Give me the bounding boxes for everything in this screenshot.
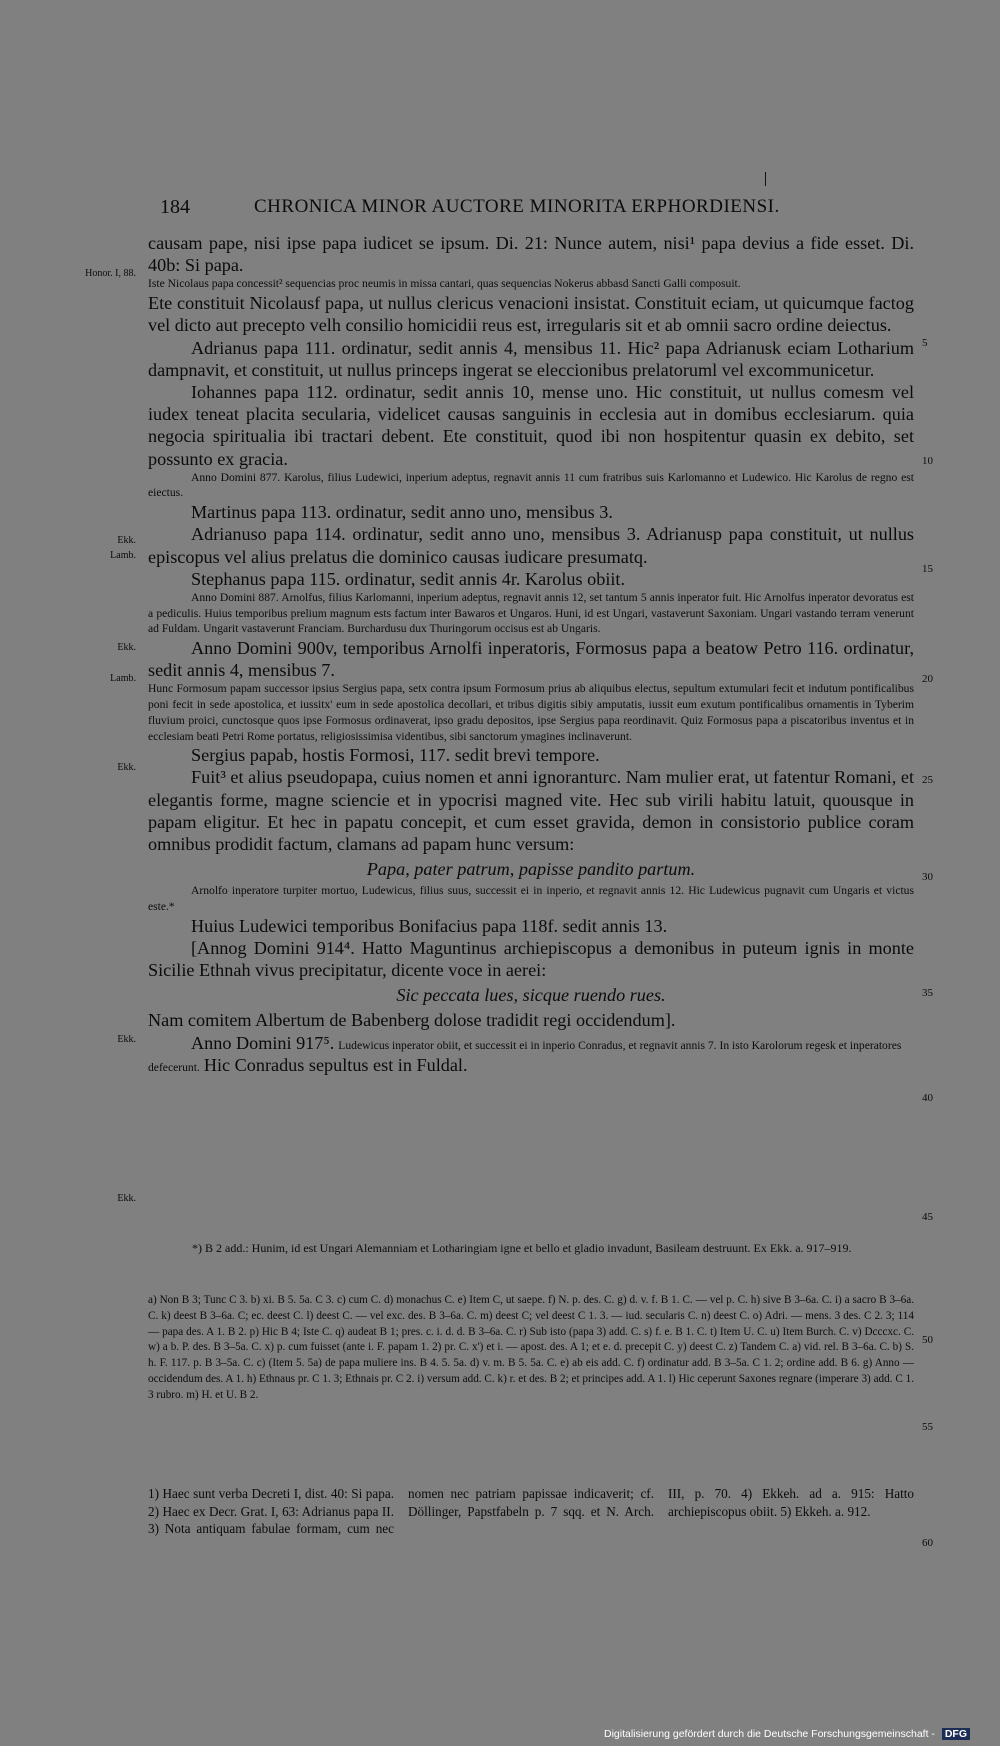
star-footnote: *) B 2 add.: Hunim, id est Ungari Alemanniam et Lotharingiam igne et bello et gladio invadunt, Basileam destruunt. Ex Ekk. a. 917–919. <box>192 1241 852 1255</box>
paragraph-stephanus-115: Stephanus papa 115. ordinatur, sedit annis 4r. Karolus obiit. <box>191 568 626 589</box>
margin-note-ekk: Ekk. <box>117 642 136 653</box>
paragraph-arnolfo: Arnolfo inperatore turpiter mortuo, Ludewicus, filius suus, successit ei in inperio, et regnavit annis 12. Hic Ludewicus pugnavit cum Ungaris et victus este.* <box>148 884 914 913</box>
line-number: 10 <box>922 455 933 467</box>
paragraph-anno-887: Anno Domini 887. Arnolfus, filius Karlomanni, inperium adeptus, regnavit annis 12, set tantum 5 annis inperator fuit. Hic Arnolfus inperator devoratus est a pediculis. Huius temporibus prelium magnum ests factum inter Bawaros et Ungaros. Huni, id est Ungari, vastaverunt Saxoniam. Ungari vastando terram venerunt ad Fuldam. Ungarit vastaverunt Franciam. Burchardusu dux Thuringorum occisus est ab Ungaris. <box>148 590 914 636</box>
paragraph-iohannes-112: Iohannes papa 112. ordinatur, sedit annis 10, mense uno. Hic constituit, ut nullus comesm vel iudex teneat placita secularia, videlicet causas sanguinis in ecclesia aut in domibus ecclesiarum. quia negocia spiritualia ibi tractari debent. Ete constituit, quod ibi non hospitentur quasin ex debito, set possunto ex gracia. <box>148 381 914 469</box>
verse-papisse: Papa, pater patrum, papisse pandito partum. <box>366 859 696 880</box>
margin-note-lamb: Lamb. <box>110 550 136 561</box>
paragraph-decretum: causam pape, nisi ipse papa iudicet se ipsum. Di. 21: Nunce autem, nisi¹ papa devius a fide esset. Di. 40b: Si papa. <box>148 233 914 276</box>
dfg-logo: DFG <box>942 1728 970 1740</box>
verse-sic-peccata: Sic peccata lues, sicque ruendo rues. <box>396 985 666 1006</box>
source-notes: 1) Haec sunt verba Decreti I, dist. 40: Si papa. 2) Haec ex Decr. Grat. I, 63: Adrianus papa II. 3) Nota antiquam fabulae formam, cum nec nomen nec patriam papissae indicaverit; cf. Döllinger, Papstfabeln p. 7 sqq. et N. Arch. III, p. 70. 4) Ekkeh. ad a. 915: Hatto archiepiscopus obiit. 5) Ekkeh. a. 912. <box>148 1486 914 1537</box>
line-number: 15 <box>922 563 933 575</box>
paragraph-anno-900: Anno Domini 900v, temporibus Arnolfi inperatoris, Formosus papa a beatow Petro 116. ordinatur, sedit annis 4, mensibus 7. <box>148 638 914 681</box>
line-number: 25 <box>922 774 933 786</box>
line-number: 30 <box>922 871 933 883</box>
line-number: 60 <box>922 1537 933 1549</box>
margin-note-ekk: Ekk. <box>117 1034 136 1045</box>
paragraph-hatto: [Annog Domini 914⁴. Hatto Maguntinus archiepiscopus a demonibus in puteum ignis in monte Sicilie Ethnah vivus precipitatur, dicente voce in aerei: <box>148 937 914 981</box>
margin-note-ekk: Ekk. <box>117 762 136 773</box>
paragraph-pseudopapa: Fuit³ et alius pseudopapa, cuius nomen et anni ignoranturc. Nam mulier erat, ut fatentur Romani, et elegantis forme, magne sciencie et in ypocrisi magned vite. Hec sub virili habitu latuit, quousque in papam eligitur. Et hec in papatu concepit, et cum esset gravida, demon in consistorio publice coram omnibus prodidit factum, clamans ad papam hunc versum: <box>148 767 914 855</box>
line-number: 40 <box>922 1092 933 1104</box>
margin-note-honor: Honor. I, 88. <box>85 268 136 279</box>
paragraph-bonifacius-118: Huius Ludewici temporibus Bonifacius papa 118f. sedit annis 13. <box>191 915 668 936</box>
margin-note-lamb: Lamb. <box>110 673 136 684</box>
margin-note-ekk: Ekk. <box>117 1193 136 1204</box>
running-header <box>160 196 940 222</box>
paragraph-anno-917: Anno Domini 917⁵. <box>191 1032 335 1053</box>
running-title: CHRONICA MINOR AUCTORE MINORITA ERPHORDIENSI. <box>254 196 780 217</box>
main-text <box>148 232 914 1076</box>
paragraph-martinus-113: Martinus papa 113. ordinatur, sedit anno uno, mensibus 3. <box>191 502 613 523</box>
critical-apparatus: a) Non B 3; Tunc C 3. b) xi. B 5. 5a. C 3. c) cum C. d) monachus C. e) Item C, ut saepe. f) N. p. des. C. g) d. v. f. B 1. C. — vel p. C. h) sive B 3–6a. C. i) a sacro B 3–6a. C. k) deest B 3–6a. C; ec. deest C. l) deest C. — vel exc. des. B 3–6a. C. m) deest C; vel deest C 1. 3. — iud. secularis C. n) deest C. o) Adri. — mens. 3 des. C 2. 3; 114 — papa des. A 1. B 2. p) Hic B 4; Iste C. q) audeat B 1; pres. c. i. d. d. B 3–6a. C. r) Sub isto (papa 3) add. C. s) f. e. B 1. C. t) Item U. C. u) Item Burch. C. v) Dcccxc. C. w) a b. P. des. B 3–5a. C. x) p. cum fuisset (ante i. F. papam 1. 2) pr. C. x') et i. — apost. des. A 1; et e. d. precepit C. y) deest C. z) Tandem C. a) vid. rel. B 3–6a. C. b) S. h. F. 117. p. B 3–5a. C. c) (Item 5. 5a) de papa muliere ins. B 4. 5. 5a. d) v. m. B 5. 5a. C. e) ab eis add. C. f) ordinatur add. B 3–5a. C 1. 2; ordine add. B 6. g) Anno — occidendum des. A 1. h) Ethnaus pr. C 1. 3; Ethnais pr. C 2. i) versum add. C. k) r. et des. B 2; et principes add. A 1. l) Hic ceperunt Saxones regnare (imperare 3) add. C 1. 3 rubro. m) H. et U. B 2. <box>148 1294 914 1401</box>
funding-credit <box>604 1728 970 1740</box>
paragraph-formosus: Hunc Formosum papam successor ipsius Sergius papa, setx contra ipsum Formosum prius ab aliquibus electus, sepultum extumulari fecit et indutum pontificalibus poni fecit in sede apostolica, et iussitx' eum in sede apostolica decollari, et tribus digitis sibiy amputatis, iussit eum exutum pontificalibus ornamentis in Tyberim fluvium proici, cunctosque quos ipse Formosus ordinaverat, ipso gradu depositos, ipse Sergius papa reordinavit. Quiz Formosus papa a piscatoribus inventus et in ecclesiam beati Petri Rome portatus, religiosissimisa videntibus, sibi sanctorum ymagines inclinaverunt. <box>148 682 914 743</box>
page-mark <box>765 172 766 186</box>
paragraph-sequencias: Iste Nicolaus papa concessit² sequencias proc neumis in missa cantari, quas sequencias Nokerus abbasd Sancti Galli composuit. <box>148 277 741 291</box>
divider <box>148 1475 914 1476</box>
line-number: 5 <box>922 337 928 349</box>
margin-note-ekk: Ekk. <box>117 535 136 546</box>
funding-credit-text: Digitalisierung gefördert durch die Deutsche Forschungsgemeinschaft - <box>603 1728 935 1740</box>
paragraph-anno-877: Anno Domini 877. Karolus, filius Ludewici, inperium adeptus, regnavit annis 11 cum fratribus suis Karlomanno et Ludewico. Hic Karolus de regno est eiectus. <box>148 470 914 500</box>
line-number: 50 <box>922 1334 933 1346</box>
paragraph-adrianus-114: Adrianuso papa 114. ordinatur, sedit anno uno, mensibus 3. Adrianusp papa constituit, ut nullus episcopus vel alius prelatus die dominico causas iudicare presumatq. <box>148 524 914 567</box>
paragraph-adrianus-111: Adrianus papa 111. ordinatur, sedit annis 4, mensibus 11. Hic² papa Adrianusk eciam Lotharium dampnavit, et constituit, ut nullus princeps ingerat se eleccionibus prelatoruml vel excommunicetur. <box>148 337 914 380</box>
line-number: 20 <box>922 673 933 685</box>
page-number: 184 <box>160 196 190 218</box>
paragraph-sergius-117: Sergius papab, hostis Formosi, 117. sedit brevi tempore. <box>191 745 600 766</box>
paragraph-ludewicus: Ludewicus inperator obiit, et successit ei in inperio Conradus, et regnavit annis 7. In isto Karolorum regesk et inperatores defecerunt. <box>148 1038 902 1074</box>
line-number: 35 <box>922 987 933 999</box>
paragraph-conradus: Hic Conradus sepultus est in Fuldal. <box>203 1054 468 1075</box>
paragraph-albertum: Nam comitem Albertum de Babenberg dolose tradidit regi occidendum]. <box>148 1010 676 1031</box>
paragraph-nicolaus: Ete constituit Nicolausf papa, ut nullus clericus venacioni insistat. Constituit eciam, ut quicumque factog vel dicto aut precepto velh consilio homicidii reus est, irregularis sit et ab omnii sacro ordine deiectus. <box>148 293 914 336</box>
line-number: 55 <box>922 1421 933 1433</box>
line-number: 45 <box>922 1211 933 1223</box>
